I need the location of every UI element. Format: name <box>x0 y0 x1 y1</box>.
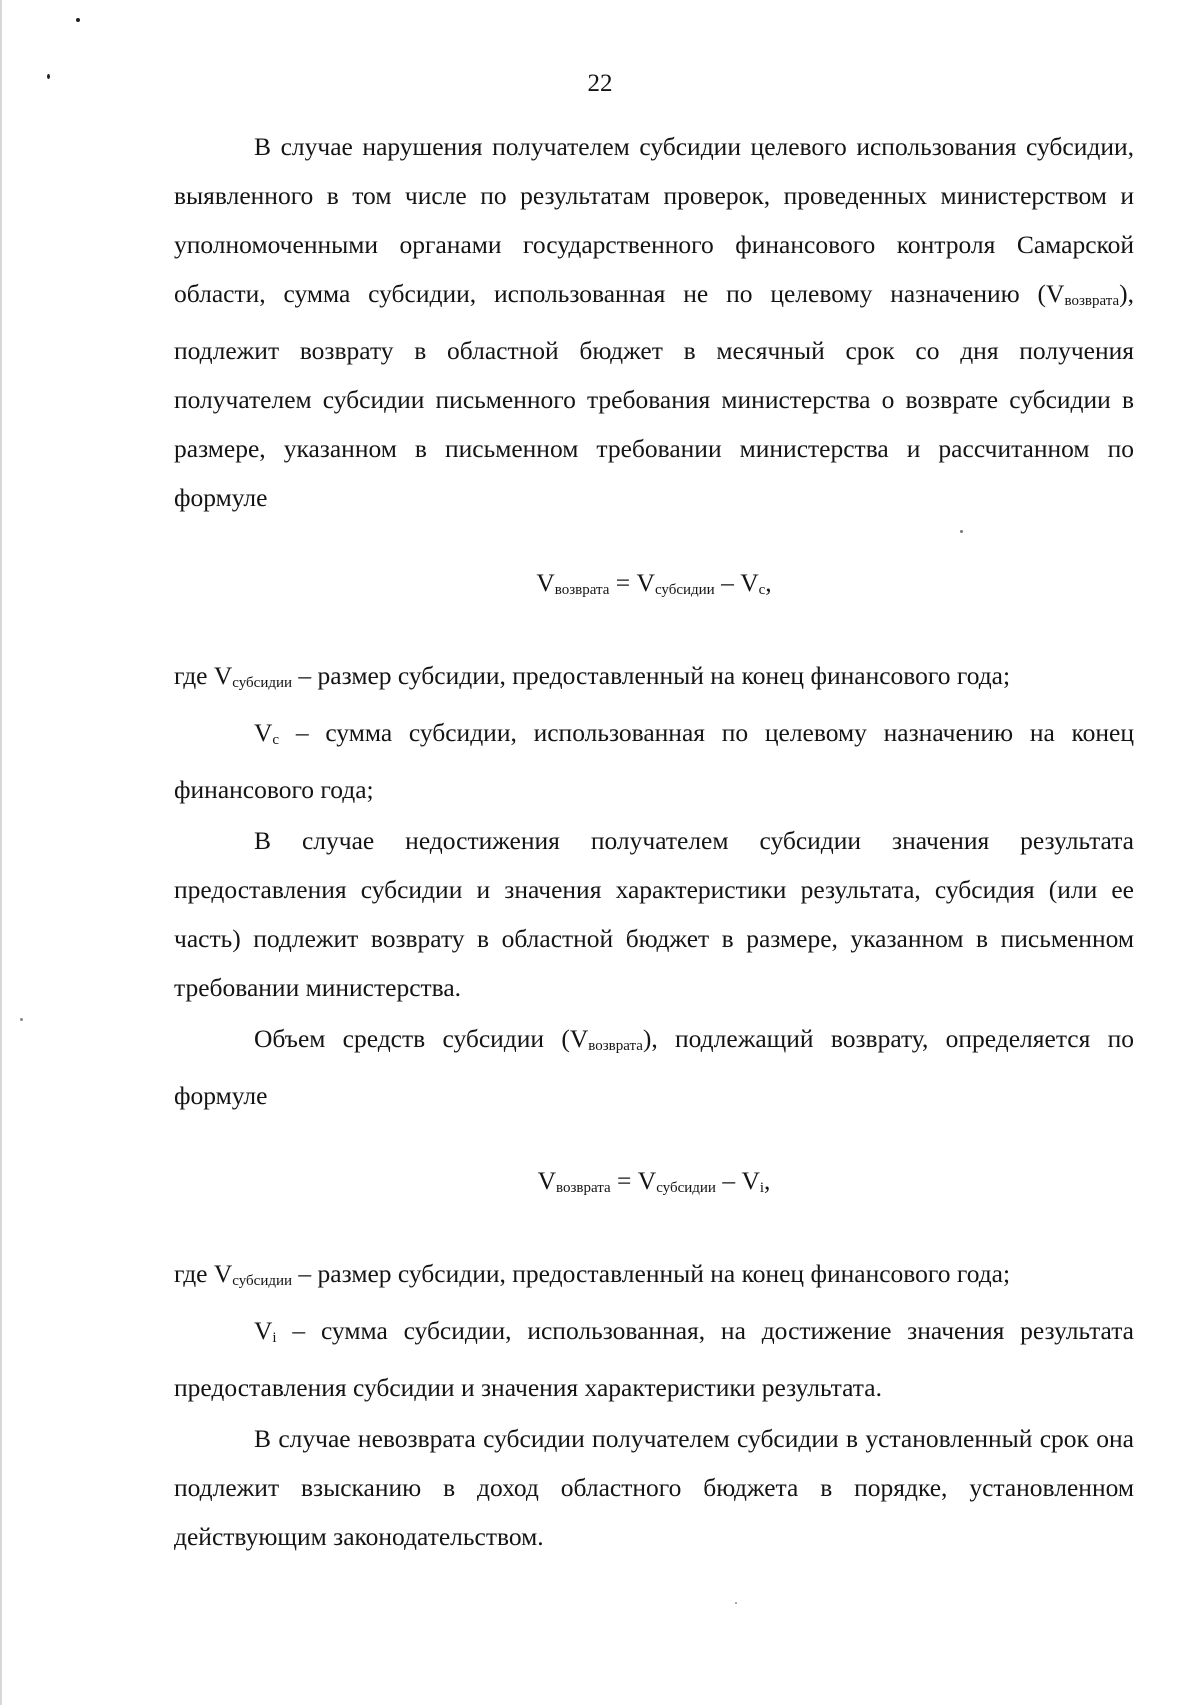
paragraph-text: ), подлежащий возврату, определяется по формуле <box>174 1024 1134 1110</box>
paragraph-violation <box>174 122 1134 522</box>
subscript: субсидии <box>656 1180 716 1196</box>
definition-text: – размер субсидии, предоставленный на конец финансового года; <box>292 1259 1011 1288</box>
definition-text: – размер субсидии, предоставленный на конец финансового года; <box>292 661 1011 690</box>
paragraph-text: В случае нарушения получателем субсидии целевого использования субсидии, выявленного в том числе по результатам проверок, проведенных министерством и уполномоченными органами государственного финансового контроля Самарской области, сумма субсидии, использованная не по целевому назначению (V <box>174 132 1134 308</box>
scan-edge <box>0 0 2 1705</box>
formula-symbol: = V <box>610 1166 657 1195</box>
subscript: возврата <box>555 1180 611 1196</box>
scan-speck <box>735 1602 737 1604</box>
subscript: возврата <box>1064 293 1120 309</box>
formula-symbol: V <box>536 568 555 597</box>
formula-symbol: , <box>764 1166 771 1195</box>
formula-symbol: – V <box>714 568 759 597</box>
subscript: субсидии <box>232 675 293 691</box>
formula-return-c <box>174 558 1134 615</box>
paragraph-text: ), подлежит возврату в областной бюджет в месячный срок со дня получения получателем субсидии письменного требования министерства о возврате субсидии в размере, указанном в письменном требовании министерства и рассчитанном по формуле <box>174 279 1134 512</box>
definition-subsidy-2 <box>174 1249 1134 1306</box>
definition-lead: где V <box>174 661 233 690</box>
formula-symbol: , <box>765 568 772 597</box>
definition-text: – сумма субсидии, использованная, на достижение значения результата предоставления субсидии и значения характеристики результата. <box>174 1316 1134 1402</box>
paragraph-nonachievement: В случае недостижения получателем субсидии значения результата предоставления субсидии и значения характеристики результата, субсидия (или ее часть) подлежит возврату в областной бюджет в размере, указанном в письменном требовании министерства. <box>174 826 1134 1002</box>
definition-vi <box>174 1306 1134 1412</box>
document-body <box>174 122 1134 1561</box>
definition-lead: где V <box>174 1259 233 1288</box>
formula-symbol: V <box>537 1166 556 1195</box>
definition-lead: V <box>254 1316 273 1345</box>
subscript: субсидии <box>654 582 715 598</box>
definition-text: – сумма субсидии, использованная по целевому назначению на конец финансового года; <box>174 718 1134 804</box>
definition-vc <box>174 708 1134 814</box>
paragraph-text: Объем средств субсидии (V <box>254 1024 589 1053</box>
subscript: субсидии <box>232 1273 293 1289</box>
scan-speck <box>76 18 80 22</box>
formula-symbol: – V <box>715 1166 760 1195</box>
paragraph-volume <box>174 1014 1134 1120</box>
page-number: 22 <box>587 70 613 97</box>
subscript: возврата <box>588 1038 643 1054</box>
formula-return-i <box>174 1156 1134 1213</box>
subscript: i <box>272 1330 277 1346</box>
formula-symbol: = V <box>609 568 655 597</box>
subscript: i <box>759 1180 765 1196</box>
subscript: c <box>272 732 280 748</box>
subscript: возврата <box>554 582 610 598</box>
definition-subsidy <box>174 651 1134 708</box>
subscript: c <box>758 582 766 598</box>
paragraph-nonreturn: В случае невозврата субсидии получателем субсидии в установленный срок она подлежит взысканию в доход областного бюджета в порядке, установленном действующим законодательством. <box>174 1424 1134 1551</box>
scan-speck <box>20 1018 23 1021</box>
definition-lead: V <box>254 718 273 747</box>
